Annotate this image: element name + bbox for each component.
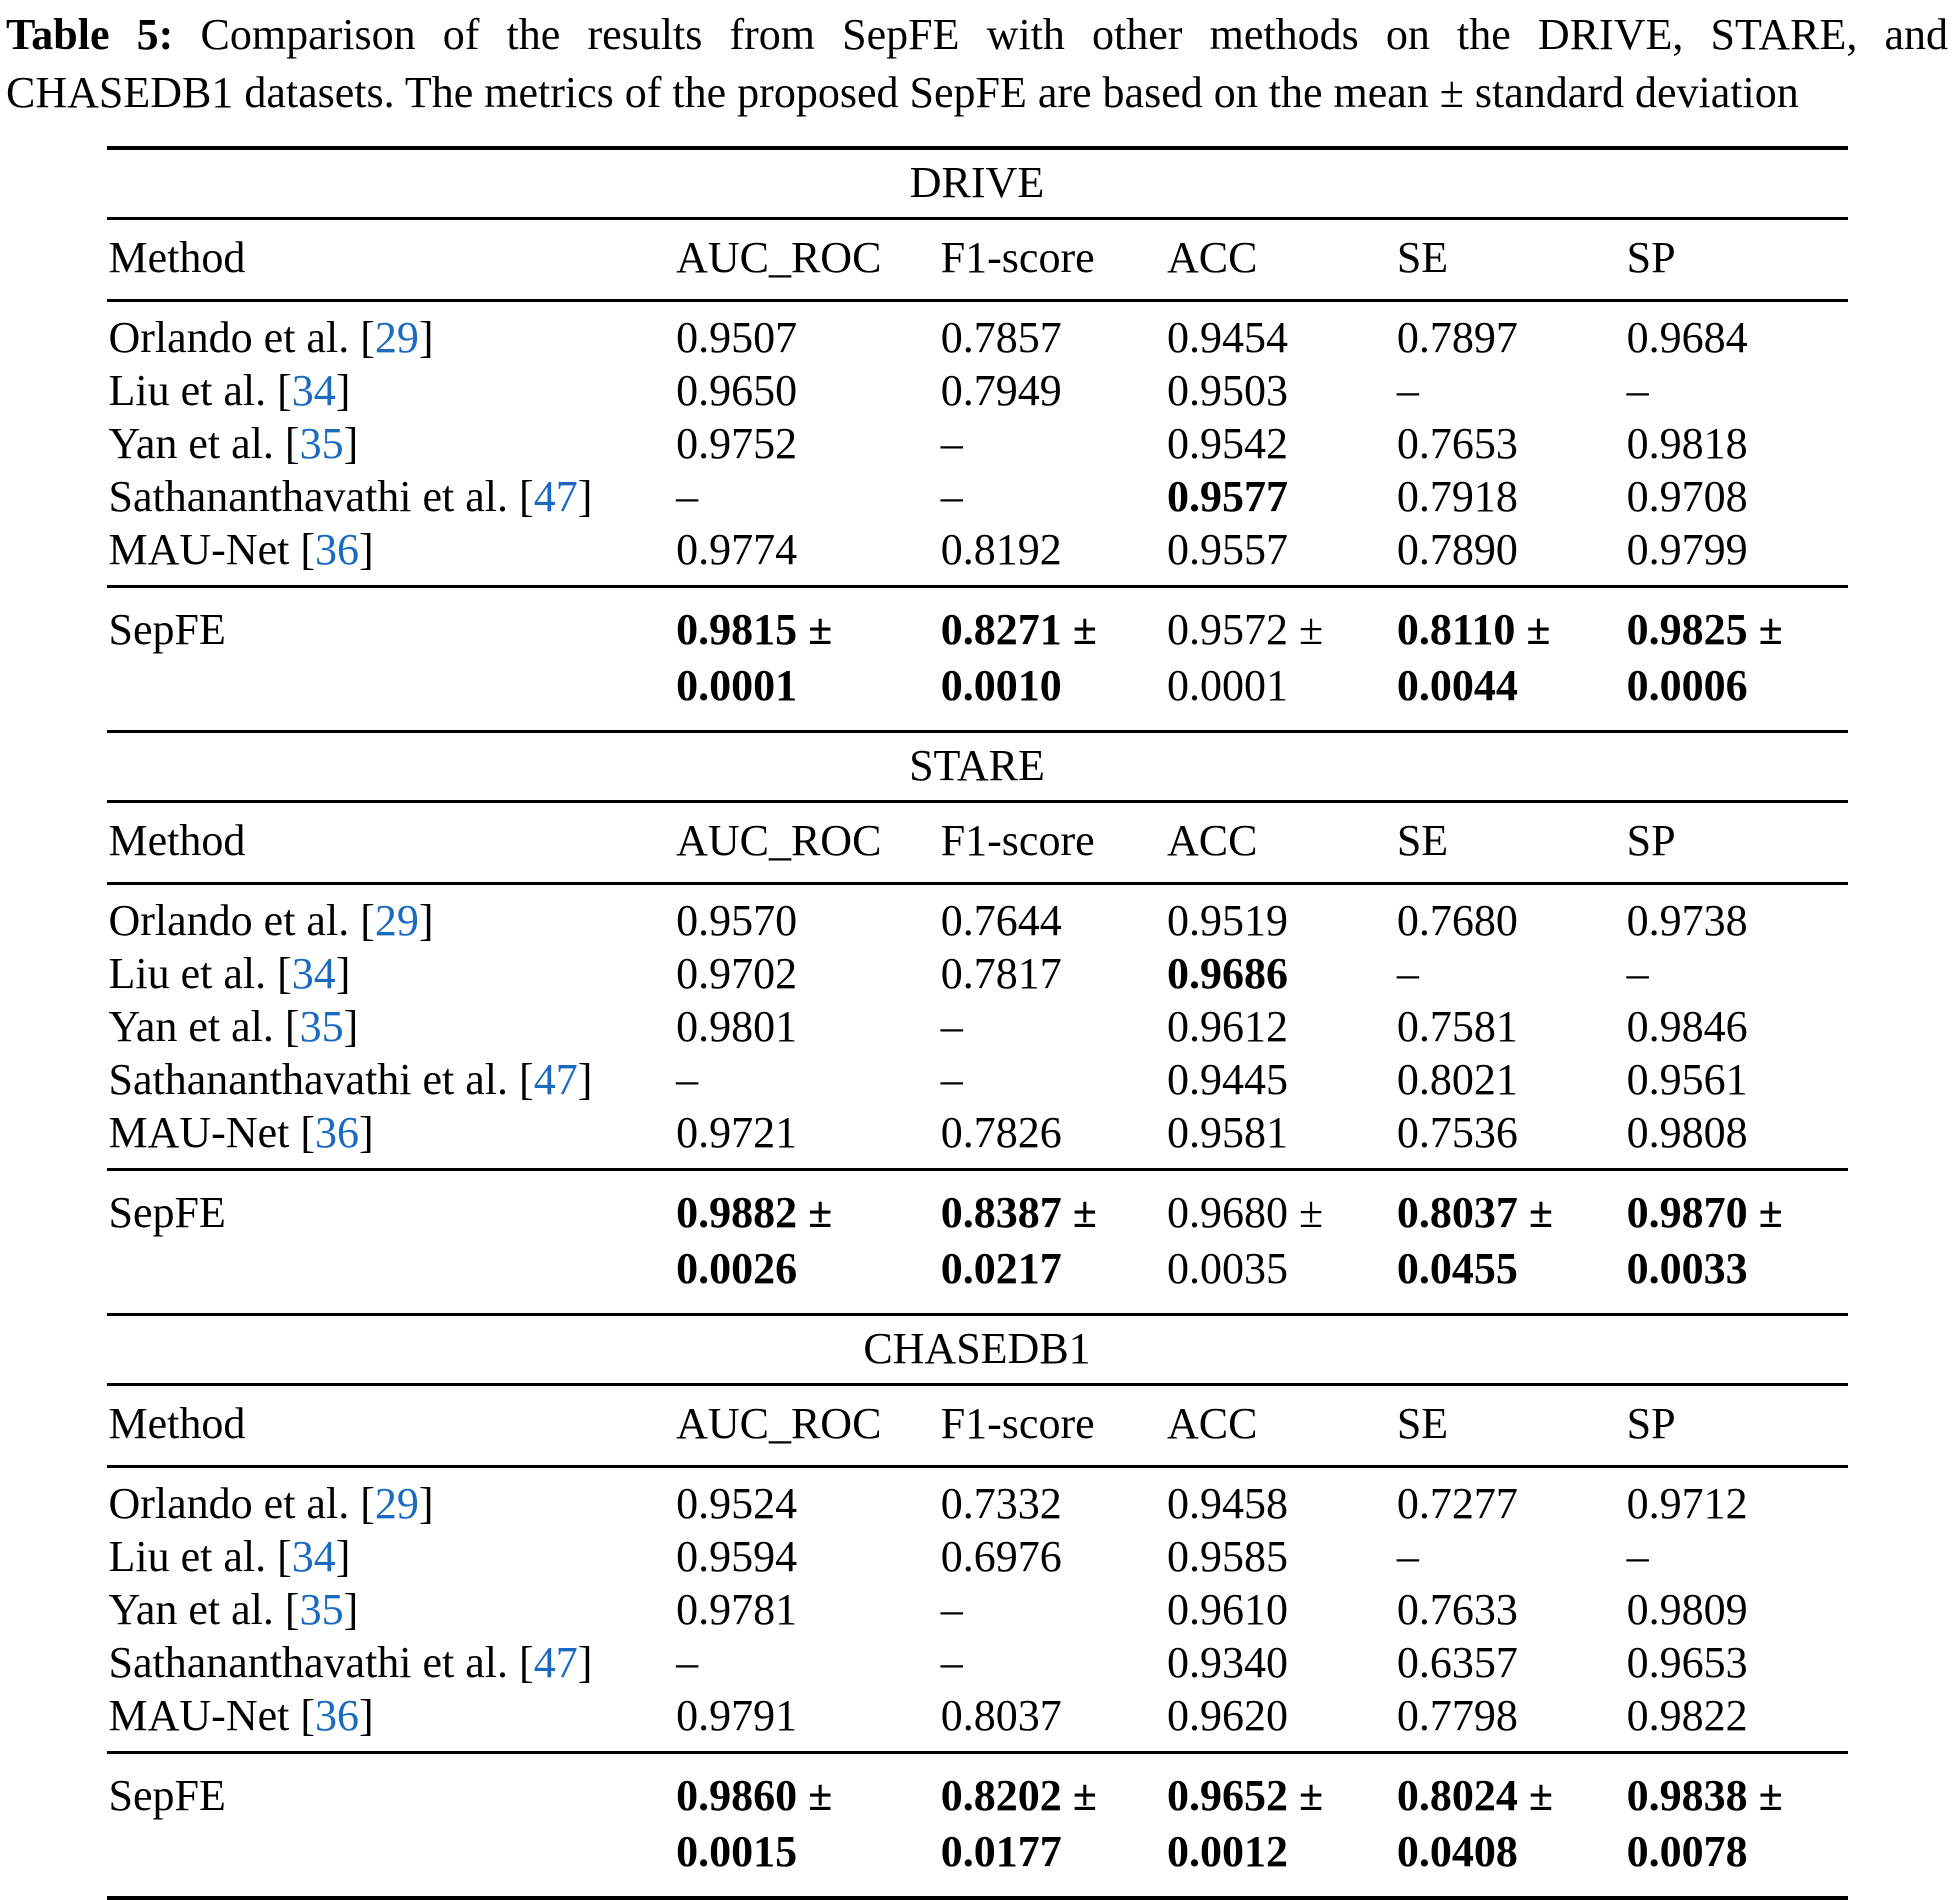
sepfe-value-cell: 0.9838 ± 0.0078 xyxy=(1626,1771,1783,1877)
sepfe-row xyxy=(107,1170,1848,1315)
value-cell: 0.9738 xyxy=(1626,896,1748,946)
value-cell: – xyxy=(1396,366,1419,416)
value-cell: 0.7817 xyxy=(940,949,1062,999)
citation-link[interactable]: 35 xyxy=(299,1002,344,1052)
value-cell: – xyxy=(940,1002,963,1052)
table-row xyxy=(107,470,1848,523)
sepfe-value-cell: 0.9572 ± 0.0001 xyxy=(1167,605,1324,711)
citation-link[interactable]: 35 xyxy=(299,1585,344,1635)
table-row xyxy=(107,364,1848,417)
method-cell: MAU-Net [36] xyxy=(108,1108,374,1158)
sepfe-row-group xyxy=(107,587,1848,732)
column-header-f1-score: F1-score xyxy=(939,803,1165,884)
citation-link[interactable]: 35 xyxy=(299,419,344,469)
value-cell: 0.9610 xyxy=(1167,1585,1289,1635)
method-cell: SepFE xyxy=(108,1188,226,1238)
dataset-title: STARE xyxy=(107,733,1848,803)
table-row xyxy=(107,1467,1848,1531)
value-cell: 0.7798 xyxy=(1396,1691,1518,1741)
sepfe-value-cell: 0.9825 ± 0.0006 xyxy=(1626,605,1783,711)
column-header-se: SE xyxy=(1395,1386,1625,1467)
table-caption xyxy=(6,6,1948,122)
citation-link[interactable]: 47 xyxy=(533,472,578,522)
value-cell: 0.9721 xyxy=(676,1108,798,1158)
dataset-title: DRIVE xyxy=(107,150,1848,220)
value-cell: 0.7653 xyxy=(1396,419,1518,469)
value-cell: 0.9818 xyxy=(1626,419,1748,469)
method-cell: Sathananthavathi et al. [47] xyxy=(108,472,593,522)
value-cell: 0.9519 xyxy=(1167,896,1289,946)
citation-link[interactable]: 47 xyxy=(533,1055,578,1105)
sepfe-value-cell: 0.9870 ± 0.0033 xyxy=(1626,1188,1783,1294)
method-cell: Liu et al. [34] xyxy=(108,1532,351,1582)
value-cell: 0.9445 xyxy=(1167,1055,1289,1105)
value-cell: 0.9524 xyxy=(676,1479,798,1529)
value-cell: – xyxy=(676,1055,699,1105)
column-header-method: Method xyxy=(107,1386,675,1467)
results-table-stare xyxy=(107,803,1848,1316)
value-cell: 0.9686 xyxy=(1167,949,1289,999)
column-header-acc: ACC xyxy=(1165,1386,1395,1467)
sepfe-row-group xyxy=(107,1753,1848,1897)
method-cell: MAU-Net [36] xyxy=(108,1691,374,1741)
method-cell: Orlando et al. [29] xyxy=(108,313,434,363)
value-cell: – xyxy=(1396,949,1419,999)
value-cell: 0.9846 xyxy=(1626,1002,1748,1052)
citation-link[interactable]: 34 xyxy=(291,949,336,999)
column-header-se: SE xyxy=(1395,220,1625,301)
sepfe-value-cell: 0.9815 ± 0.0001 xyxy=(676,605,833,711)
citation-link[interactable]: 36 xyxy=(315,1691,360,1741)
value-cell: 0.9577 xyxy=(1167,472,1289,522)
column-header-auc-roc: AUC_ROC xyxy=(674,220,939,301)
citation-link[interactable]: 36 xyxy=(315,1108,360,1158)
value-cell: 0.9708 xyxy=(1626,472,1748,522)
table-row xyxy=(107,884,1848,948)
value-cell: 0.9581 xyxy=(1167,1108,1289,1158)
value-cell: 0.7536 xyxy=(1396,1108,1518,1158)
sepfe-value-cell: 0.8037 ± 0.0455 xyxy=(1396,1188,1553,1294)
value-cell: 0.7644 xyxy=(940,896,1062,946)
citation-link[interactable]: 29 xyxy=(374,896,419,946)
value-cell: 0.9507 xyxy=(676,313,798,363)
value-cell: – xyxy=(1626,949,1649,999)
sepfe-value-cell: 0.8387 ± 0.0217 xyxy=(940,1188,1097,1294)
table-row xyxy=(107,1636,1848,1689)
column-header-f1-score: F1-score xyxy=(939,1386,1165,1467)
column-header-se: SE xyxy=(1395,803,1625,884)
method-cell: Yan et al. [35] xyxy=(108,1585,359,1635)
sepfe-value-cell: 0.9652 ± 0.0012 xyxy=(1167,1771,1324,1877)
citation-link[interactable]: 36 xyxy=(315,525,360,575)
value-cell: 0.9653 xyxy=(1626,1638,1748,1688)
value-cell: – xyxy=(1396,1532,1419,1582)
column-header-acc: ACC xyxy=(1165,803,1395,884)
value-cell: 0.9752 xyxy=(676,419,798,469)
table-row xyxy=(107,1583,1848,1636)
value-cell: 0.9340 xyxy=(1167,1638,1289,1688)
value-cell: 0.7857 xyxy=(940,313,1062,363)
column-header-sp: SP xyxy=(1625,1386,1848,1467)
table-header xyxy=(107,220,1848,301)
value-cell: – xyxy=(940,1055,963,1105)
value-cell: 0.9612 xyxy=(1167,1002,1289,1052)
sepfe-value-cell: 0.8110 ± 0.0044 xyxy=(1396,605,1551,711)
table-row xyxy=(107,523,1848,587)
sepfe-row xyxy=(107,1753,1848,1897)
sepfe-value-cell: 0.8271 ± 0.0010 xyxy=(940,605,1097,711)
sepfe-row-group xyxy=(107,1170,1848,1315)
value-cell: – xyxy=(676,472,699,522)
comparison-table xyxy=(107,146,1848,1900)
caption-line-2: CHASEDB1 datasets. The metrics of the proposed SepFE are based on the mean ± standard deviation xyxy=(6,68,1799,118)
value-cell: – xyxy=(940,1585,963,1635)
value-cell: 0.7633 xyxy=(1396,1585,1518,1635)
value-cell: 0.7277 xyxy=(1396,1479,1518,1529)
method-cell: Sathananthavathi et al. [47] xyxy=(108,1638,593,1688)
table-row xyxy=(107,1053,1848,1106)
results-table-chasedb1 xyxy=(107,1386,1848,1896)
value-cell: 0.7826 xyxy=(940,1108,1062,1158)
value-cell: 0.7581 xyxy=(1396,1002,1518,1052)
column-header-method: Method xyxy=(107,803,675,884)
value-cell: 0.6357 xyxy=(1396,1638,1518,1688)
citation-link[interactable]: 34 xyxy=(291,1532,336,1582)
value-cell: 0.7332 xyxy=(940,1479,1062,1529)
method-cell: SepFE xyxy=(108,605,226,655)
column-header-f1-score: F1-score xyxy=(939,220,1165,301)
table-body xyxy=(107,884,1848,1170)
value-cell: – xyxy=(940,1638,963,1688)
sepfe-row xyxy=(107,587,1848,732)
table-body xyxy=(107,301,1848,587)
value-cell: – xyxy=(1626,1532,1649,1582)
value-cell: 0.9822 xyxy=(1626,1691,1748,1741)
method-cell: Liu et al. [34] xyxy=(108,949,351,999)
value-cell: – xyxy=(940,472,963,522)
dataset-title: CHASEDB1 xyxy=(107,1316,1848,1386)
value-cell: 0.9620 xyxy=(1167,1691,1289,1741)
value-cell: 0.9809 xyxy=(1626,1585,1748,1635)
section-stare xyxy=(107,733,1848,1316)
method-cell: MAU-Net [36] xyxy=(108,525,374,575)
table-row xyxy=(107,301,1848,365)
method-cell: Yan et al. [35] xyxy=(108,1002,359,1052)
value-cell: 0.9781 xyxy=(676,1585,798,1635)
value-cell: 0.7897 xyxy=(1396,313,1518,363)
value-cell: 0.9712 xyxy=(1626,1479,1748,1529)
value-cell: 0.9542 xyxy=(1167,419,1289,469)
value-cell: 0.9774 xyxy=(676,525,798,575)
sepfe-value-cell: 0.8024 ± 0.0408 xyxy=(1396,1771,1553,1877)
column-header-method: Method xyxy=(107,220,675,301)
value-cell: 0.9799 xyxy=(1626,525,1748,575)
column-header-sp: SP xyxy=(1625,220,1848,301)
value-cell: – xyxy=(1626,366,1649,416)
method-cell: Liu et al. [34] xyxy=(108,366,351,416)
method-cell: SepFE xyxy=(108,1771,226,1821)
table-row xyxy=(107,417,1848,470)
column-header-auc-roc: AUC_ROC xyxy=(674,803,939,884)
table-row xyxy=(107,1106,1848,1170)
section-drive xyxy=(107,150,1848,733)
method-cell: Sathananthavathi et al. [47] xyxy=(108,1055,593,1105)
value-cell: 0.9684 xyxy=(1626,313,1748,363)
method-cell: Yan et al. [35] xyxy=(108,419,359,469)
sepfe-value-cell: 0.9882 ± 0.0026 xyxy=(676,1188,833,1294)
value-cell: 0.8192 xyxy=(940,525,1062,575)
sepfe-value-cell: 0.8202 ± 0.0177 xyxy=(940,1771,1097,1877)
section-chasedb1 xyxy=(107,1316,1848,1896)
table-body xyxy=(107,1467,1848,1753)
caption-line-1 xyxy=(6,6,1948,64)
value-cell: 0.9557 xyxy=(1167,525,1289,575)
table-row xyxy=(107,1689,1848,1753)
value-cell: 0.6976 xyxy=(940,1532,1062,1582)
value-cell: 0.9454 xyxy=(1167,313,1289,363)
method-cell: Orlando et al. [29] xyxy=(108,1479,434,1529)
value-cell: 0.9702 xyxy=(676,949,798,999)
value-cell: 0.9585 xyxy=(1167,1532,1289,1582)
value-cell: 0.7890 xyxy=(1396,525,1518,575)
value-cell: 0.9458 xyxy=(1167,1479,1289,1529)
value-cell: 0.9594 xyxy=(676,1532,798,1582)
value-cell: 0.9561 xyxy=(1626,1055,1748,1105)
caption-table-label: Table 5: xyxy=(6,10,174,59)
citation-link[interactable]: 29 xyxy=(374,313,419,363)
value-cell: 0.7680 xyxy=(1396,896,1518,946)
table-row xyxy=(107,1000,1848,1053)
citation-link[interactable]: 29 xyxy=(374,1479,419,1529)
sepfe-value-cell: 0.9680 ± 0.0035 xyxy=(1167,1188,1324,1294)
value-cell: – xyxy=(940,419,963,469)
sepfe-value-cell: 0.9860 ± 0.0015 xyxy=(676,1771,833,1877)
results-table-drive xyxy=(107,220,1848,733)
value-cell: 0.9801 xyxy=(676,1002,798,1052)
column-header-sp: SP xyxy=(1625,803,1848,884)
value-cell: 0.9570 xyxy=(676,896,798,946)
value-cell: 0.9650 xyxy=(676,366,798,416)
value-cell: 0.9791 xyxy=(676,1691,798,1741)
value-cell: 0.7949 xyxy=(940,366,1062,416)
value-cell: 0.9808 xyxy=(1626,1108,1748,1158)
value-cell: 0.9503 xyxy=(1167,366,1289,416)
table-row xyxy=(107,947,1848,1000)
method-cell: Orlando et al. [29] xyxy=(108,896,434,946)
value-cell: 0.8037 xyxy=(940,1691,1062,1741)
column-header-auc-roc: AUC_ROC xyxy=(674,1386,939,1467)
caption-line-1-text: Comparison of the results from SepFE with other methods on the DRIVE, STARE, and xyxy=(200,10,1949,59)
value-cell: 0.7918 xyxy=(1396,472,1518,522)
value-cell: – xyxy=(676,1638,699,1688)
value-cell: 0.8021 xyxy=(1396,1055,1518,1105)
citation-link[interactable]: 34 xyxy=(291,366,336,416)
table-header xyxy=(107,803,1848,884)
citation-link[interactable]: 47 xyxy=(533,1638,578,1688)
table-row xyxy=(107,1530,1848,1583)
column-header-acc: ACC xyxy=(1165,220,1395,301)
table-header xyxy=(107,1386,1848,1467)
